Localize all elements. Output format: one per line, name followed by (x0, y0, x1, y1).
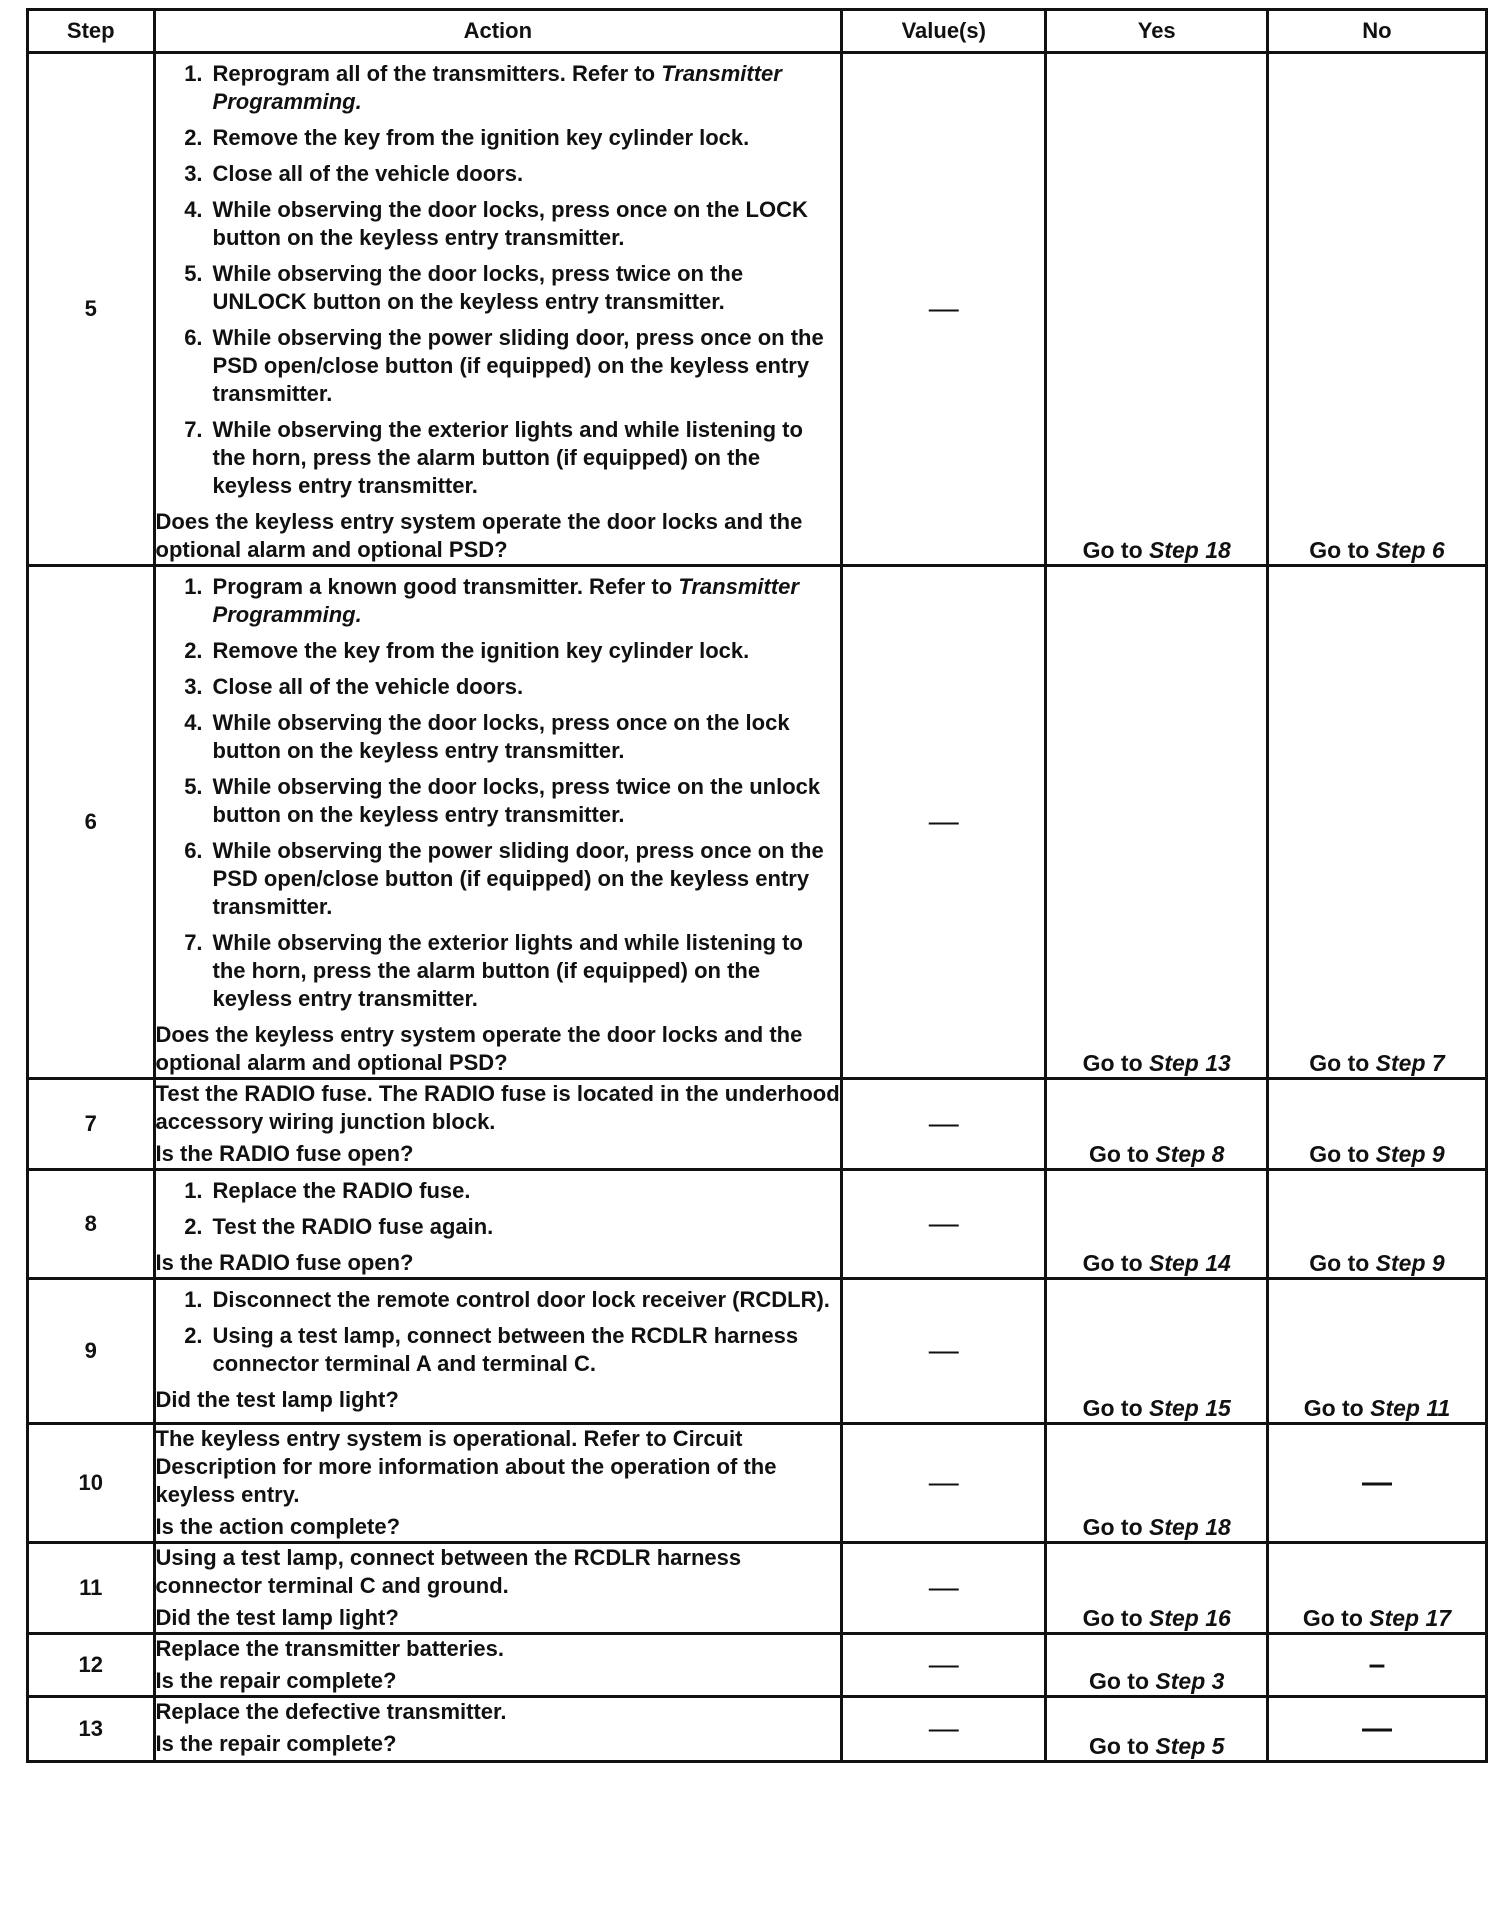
action-step-text (213, 773, 841, 829)
value-cell: — (842, 53, 1046, 566)
action-step-text (213, 709, 841, 765)
value-cell: — (842, 1543, 1046, 1634)
no-cell (1267, 1079, 1486, 1170)
procedure-reference: Transmitter Programming. (212, 61, 782, 114)
value-cell: — (842, 1170, 1046, 1279)
yes-step-link[interactable]: Step 3 (1155, 1668, 1225, 1694)
action-step-instruction: Replace the RADIO fuse. (212, 1178, 471, 1203)
action-step (156, 709, 841, 765)
value-cell: — (842, 1079, 1046, 1170)
action-step-number: 1. (184, 61, 203, 86)
header-step: Step (28, 10, 155, 53)
step-number: 5 (28, 53, 155, 566)
action-step-text (213, 1286, 841, 1314)
action-step-number: 7. (184, 930, 203, 955)
go-to-label: Go to (1082, 1514, 1143, 1540)
header-yes: Yes (1046, 10, 1267, 53)
step-number: 6 (28, 566, 155, 1079)
action-step-text (213, 637, 841, 665)
action-step-text (213, 1213, 841, 1241)
no-cell (1267, 566, 1486, 1079)
table-row (28, 1079, 1487, 1170)
step-number: 9 (28, 1279, 155, 1424)
step-number: 11 (28, 1543, 155, 1634)
go-to-label: Go to (1309, 1050, 1370, 1076)
action-step (156, 124, 841, 152)
action-step-instruction: Using a test lamp, connect between the RCDLR harness connector terminal A and terminal C. (212, 1323, 799, 1376)
action-step-number: 5. (184, 261, 203, 286)
action-cell (154, 1697, 842, 1762)
action-question: Is the RADIO fuse open? (155, 1141, 414, 1166)
yes-step-link[interactable]: Step 13 (1149, 1050, 1231, 1076)
action-step (156, 1286, 841, 1314)
action-step-text (213, 160, 841, 188)
action-cell (154, 1170, 842, 1279)
action-step-instruction: While observing the door locks, press twice on the unlock button on the keyless entry transmitter. (212, 774, 821, 827)
action-step-number: 2. (184, 638, 203, 663)
action-text: Replace the defective transmitter. (155, 1699, 507, 1724)
action-steps-list (156, 573, 841, 1013)
no-cell: – (1267, 1634, 1486, 1697)
header-values: Value(s) (842, 10, 1046, 53)
table-row (28, 53, 1487, 566)
yes-cell (1046, 1543, 1267, 1634)
action-step (156, 837, 841, 921)
yes-step-link[interactable]: Step 5 (1155, 1733, 1225, 1759)
go-to-label: Go to (1082, 1395, 1143, 1421)
step-number: 13 (28, 1697, 155, 1762)
action-steps-list (156, 1286, 841, 1378)
value-cell: — (842, 1634, 1046, 1697)
action-step-instruction: Test the RADIO fuse again. (212, 1214, 494, 1239)
no-cell (1267, 1279, 1486, 1424)
action-text: Test the RADIO fuse. The RADIO fuse is located in the underhood accessory wiring junction block. (155, 1081, 840, 1134)
action-step-instruction: While observing the power sliding door, press once on the PSD open/close button (if equipped) on the keyless entry transmitter. (212, 325, 824, 406)
action-step-number: 4. (184, 197, 203, 222)
table-row (28, 1543, 1487, 1634)
action-step-text (213, 573, 841, 629)
action-step-text (213, 124, 841, 152)
action-step-number: 1. (184, 574, 203, 599)
action-step-text (213, 673, 841, 701)
go-to-label: Go to (1082, 1050, 1143, 1076)
action-cell (154, 1634, 842, 1697)
action-cell (154, 1279, 842, 1424)
action-text: The keyless entry system is operational. Refer to Circuit Description for more information about the operation of the keyless entry. (155, 1426, 777, 1507)
action-step-instruction: Reprogram all of the transmitters. Refer to (212, 61, 656, 86)
action-step-text (213, 416, 841, 500)
action-step (156, 260, 841, 316)
action-step (156, 416, 841, 500)
action-step (156, 637, 841, 665)
action-step-text (213, 196, 841, 252)
step-number: 7 (28, 1079, 155, 1170)
yes-step-link[interactable]: Step 15 (1149, 1395, 1231, 1421)
step-number: 8 (28, 1170, 155, 1279)
table-body (28, 53, 1487, 1762)
action-cell (154, 53, 842, 566)
action-step (156, 60, 841, 116)
yes-cell (1046, 53, 1267, 566)
yes-cell (1046, 1634, 1267, 1697)
no-step-link[interactable]: Step 6 (1375, 537, 1445, 563)
action-step (156, 773, 841, 829)
action-question: Is the RADIO fuse open? (155, 1250, 414, 1275)
yes-cell (1046, 1079, 1267, 1170)
action-step-number: 1. (184, 1287, 203, 1312)
go-to-label: Go to (1082, 1250, 1143, 1276)
action-step (156, 196, 841, 252)
yes-step-link[interactable]: Step 16 (1149, 1605, 1231, 1631)
no-step-link[interactable]: Step 17 (1369, 1605, 1452, 1631)
value-cell: — (842, 1697, 1046, 1762)
action-step-number: 2. (184, 1323, 203, 1348)
header-action: Action (154, 10, 842, 53)
action-question: Does the keyless entry system operate the door locks and the optional alarm and optional PSD? (155, 1022, 803, 1075)
table-row (28, 1170, 1487, 1279)
no-cell (1267, 53, 1486, 566)
action-step-text (213, 60, 841, 116)
go-to-label: Go to (1088, 1733, 1150, 1759)
action-step-instruction: Close all of the vehicle doors. (212, 161, 524, 186)
diagnostic-table-sheet (26, 8, 1488, 1763)
action-step-number: 6. (184, 838, 203, 863)
action-step-instruction: While observing the exterior lights and while listening to the horn, press the alarm button (if equipped) on the keyless entry transmitter. (212, 417, 803, 498)
go-to-label: Go to (1309, 1141, 1370, 1167)
action-step (156, 573, 841, 629)
header-row (28, 10, 1487, 53)
action-steps-list (156, 60, 841, 500)
action-step (156, 673, 841, 701)
action-cell (154, 1079, 842, 1170)
action-step-instruction: Program a known good transmitter. Refer to (212, 574, 673, 599)
table-row (28, 566, 1487, 1079)
action-step-instruction: While observing the exterior lights and while listening to the horn, press the alarm button (if equipped) on the keyless entry transmitter. (212, 930, 803, 1011)
action-step-text (213, 260, 841, 316)
action-step-instruction: While observing the door locks, press twice on the UNLOCK button on the keyless entry transmitter. (212, 261, 744, 314)
header-no: No (1267, 10, 1486, 53)
action-question: Does the keyless entry system operate the door locks and the optional alarm and optional PSD? (155, 509, 803, 562)
value-cell: — (842, 566, 1046, 1079)
yes-step-link[interactable]: Step 18 (1149, 1514, 1231, 1540)
procedure-reference: Transmitter Programming. (212, 574, 799, 627)
action-step-number: 3. (184, 161, 203, 186)
no-cell: — (1267, 1697, 1486, 1762)
action-text: Using a test lamp, connect between the RCDLR harness connector terminal C and ground. (155, 1545, 742, 1598)
action-text: Replace the transmitter batteries. (155, 1636, 505, 1661)
table-row (28, 1634, 1487, 1697)
go-to-label: Go to (1302, 1605, 1363, 1631)
action-step-number: 7. (184, 417, 203, 442)
yes-cell (1046, 1170, 1267, 1279)
action-step-instruction: While observing the door locks, press once on the LOCK button on the keyless entry transmitter. (212, 197, 808, 250)
action-step-instruction: Remove the key from the ignition key cylinder lock. (212, 125, 750, 150)
action-question: Is the action complete? (155, 1514, 401, 1539)
action-question: Is the repair complete? (155, 1731, 397, 1756)
action-step-number: 5. (184, 774, 203, 799)
action-step (156, 1322, 841, 1378)
action-step-number: 2. (184, 125, 203, 150)
table-row (28, 1697, 1487, 1762)
action-question: Did the test lamp light? (155, 1387, 399, 1412)
go-to-label: Go to (1082, 1605, 1143, 1631)
action-cell (154, 1543, 842, 1634)
action-step-text (213, 1177, 841, 1205)
go-to-label: Go to (1082, 537, 1143, 563)
action-step-instruction: Disconnect the remote control door lock receiver (RCDLR). (212, 1287, 830, 1312)
action-step-text (213, 324, 841, 408)
no-step-link[interactable]: Step 9 (1375, 1250, 1445, 1276)
no-step-link[interactable]: Step 11 (1370, 1395, 1451, 1421)
go-to-label: Go to (1088, 1668, 1150, 1694)
action-step (156, 929, 841, 1013)
action-step-instruction: While observing the power sliding door, press once on the PSD open/close button (if equipped) on the keyless entry transmitter. (212, 838, 824, 919)
go-to-label: Go to (1303, 1395, 1364, 1421)
action-step-number: 6. (184, 325, 203, 350)
action-question: Did the test lamp light? (155, 1605, 399, 1630)
yes-cell (1046, 1279, 1267, 1424)
yes-cell (1046, 1697, 1267, 1762)
no-cell (1267, 1543, 1486, 1634)
action-step-text (213, 1322, 841, 1378)
go-to-label: Go to (1088, 1141, 1150, 1167)
table-row (28, 1424, 1487, 1543)
step-number: 12 (28, 1634, 155, 1697)
table-row (28, 1279, 1487, 1424)
no-step-link[interactable]: Step 7 (1375, 1050, 1445, 1076)
action-step-instruction: While observing the door locks, press once on the lock button on the keyless entry transmitter. (212, 710, 790, 763)
value-cell: — (842, 1424, 1046, 1543)
action-step-text (213, 929, 841, 1013)
diagnostic-table (26, 8, 1488, 1763)
yes-step-link[interactable]: Step 8 (1155, 1141, 1225, 1167)
no-cell (1267, 1170, 1486, 1279)
no-step-link[interactable]: Step 9 (1375, 1141, 1445, 1167)
action-step-instruction: Close all of the vehicle doors. (212, 674, 524, 699)
yes-cell (1046, 566, 1267, 1079)
action-step (156, 324, 841, 408)
action-cell (154, 566, 842, 1079)
action-step (156, 1177, 841, 1205)
yes-step-link[interactable]: Step 18 (1149, 537, 1231, 563)
action-step-number: 4. (184, 710, 203, 735)
action-step-number: 2. (184, 1214, 203, 1239)
value-cell: — (842, 1279, 1046, 1424)
action-cell (154, 1424, 842, 1543)
no-cell: — (1267, 1424, 1486, 1543)
go-to-label: Go to (1309, 1250, 1370, 1276)
action-step-text (213, 837, 841, 921)
go-to-label: Go to (1309, 537, 1370, 563)
yes-step-link[interactable]: Step 14 (1149, 1250, 1231, 1276)
action-steps-list (156, 1177, 841, 1241)
step-number: 10 (28, 1424, 155, 1543)
action-step-instruction: Remove the key from the ignition key cylinder lock. (212, 638, 750, 663)
action-step (156, 1213, 841, 1241)
action-question: Is the repair complete? (155, 1668, 397, 1693)
action-step (156, 160, 841, 188)
yes-cell (1046, 1424, 1267, 1543)
action-step-number: 1. (184, 1178, 203, 1203)
action-step-number: 3. (184, 674, 203, 699)
